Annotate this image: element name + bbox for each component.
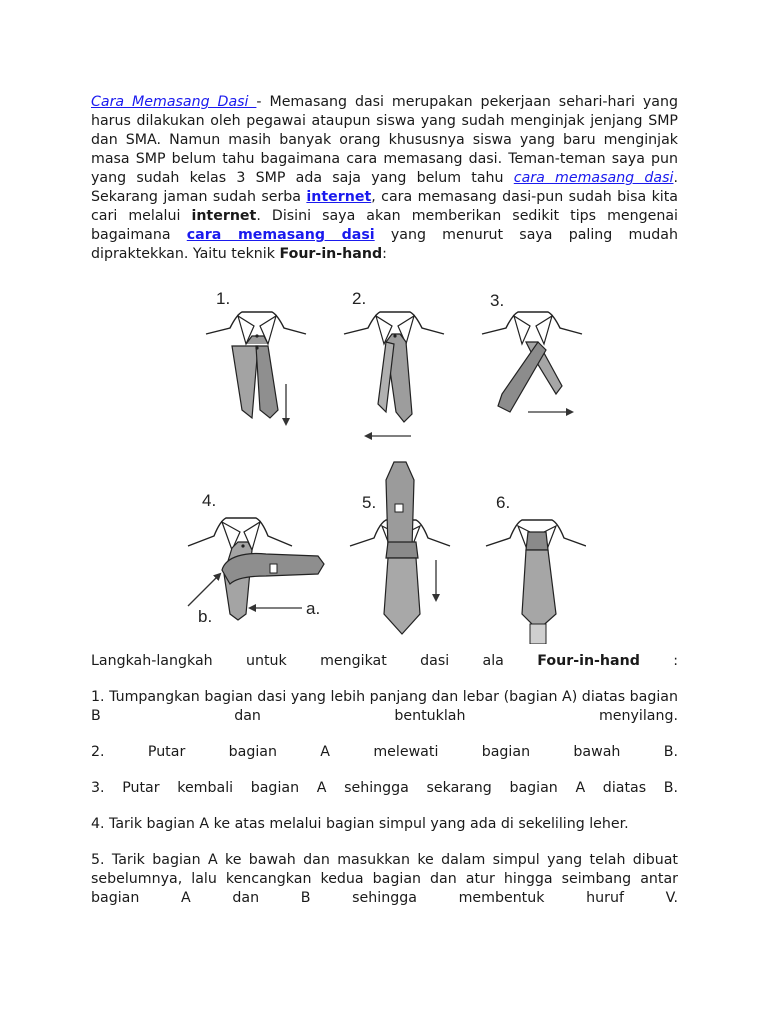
step-5-number: 5. [362,493,377,512]
step-5-illustration [350,462,450,634]
intro-text-6: : [382,246,387,262]
intro-text-5: yang menurut saya paling mudah dipraktekkan. Yaitu teknik [91,227,678,262]
tie-tutorial-illustration [186,284,586,644]
label-a: a. [306,599,321,618]
link-cara-memasang-dasi[interactable]: cara memasang dasi [513,170,674,186]
intro-text-1: - Memasang dasi merupakan pekerjaan sehari-hari yang harus dilakukan oleh pegawai ataupun siswa yang sudah menginjak jenjang SMP dan SMA. Namun masih banyak orang khususnya siswa yang baru menginjak masa SMP belum tahu bagaimana cara memasang dasi. Teman-teman saya pun yang sudah kelas 3 SMP ada saja yang belum tahu [91,94,678,186]
steps-heading-text: Langkah-langkah untuk mengikat dasi ala [91,653,538,669]
step-item-2: 2. Putar bagian A melewati bagian bawah B. [91,744,678,760]
step-6-illustration [486,493,586,644]
intro-text-3: , cara memasang dasi-pun sudah bisa kita cari melalui [91,189,678,224]
steps-heading [91,652,678,671]
step-item-3: 3. Putar kembali bagian A sehingga sekarang bagian A diatas B. [91,780,678,796]
steps-heading-bold: Four-in-hand [537,653,640,669]
link-internet[interactable]: internet [306,189,372,205]
bold-internet: internet [191,208,257,224]
step-item-1: 1. Tumpangkan bagian dasi yang lebih panjang dan lebar (bagian A) diatas bagian B dan bentuklah menyilang. [91,689,678,724]
step-2-illustration [344,289,444,436]
step-3-illustration [482,291,582,412]
steps-heading-colon: : [639,653,679,669]
step-1-number: 1. [216,289,231,308]
link-cara-memasang-dasi-2[interactable]: cara memasang dasi [186,227,375,243]
step-1-illustration [206,289,306,424]
intro-text-4: . Disini saya akan memberikan sedikit tips mengenai bagaimana [91,208,679,243]
step-item-4: 4. Tarik bagian A ke atas melalui bagian simpul yang ada di sekeliling leher. [91,816,629,832]
step-6-number: 6. [496,493,511,512]
step-item-5: 5. Tarik bagian A ke bawah dan masukkan ke dalam simpul yang telah dibuat sebelumnya, lalu kencangkan kedua bagian dan atur hingga seimbang antar bagian A dan B sehingga membentuk huruf V. [91,852,678,906]
intro-paragraph [91,93,678,264]
link-cara-memasang-dasi-title[interactable]: Cara Memasang Dasi [91,94,257,110]
bold-four-in-hand: Four-in-hand [279,246,383,262]
step-2-number: 2. [352,289,367,308]
step-4-illustration [188,491,324,626]
intro-text-2: . Sekarang jaman sudah serba [91,170,678,205]
step-3-number: 3. [490,291,505,310]
steps-section [91,652,678,925]
step-4-number: 4. [202,491,217,510]
label-b: b. [198,607,213,626]
